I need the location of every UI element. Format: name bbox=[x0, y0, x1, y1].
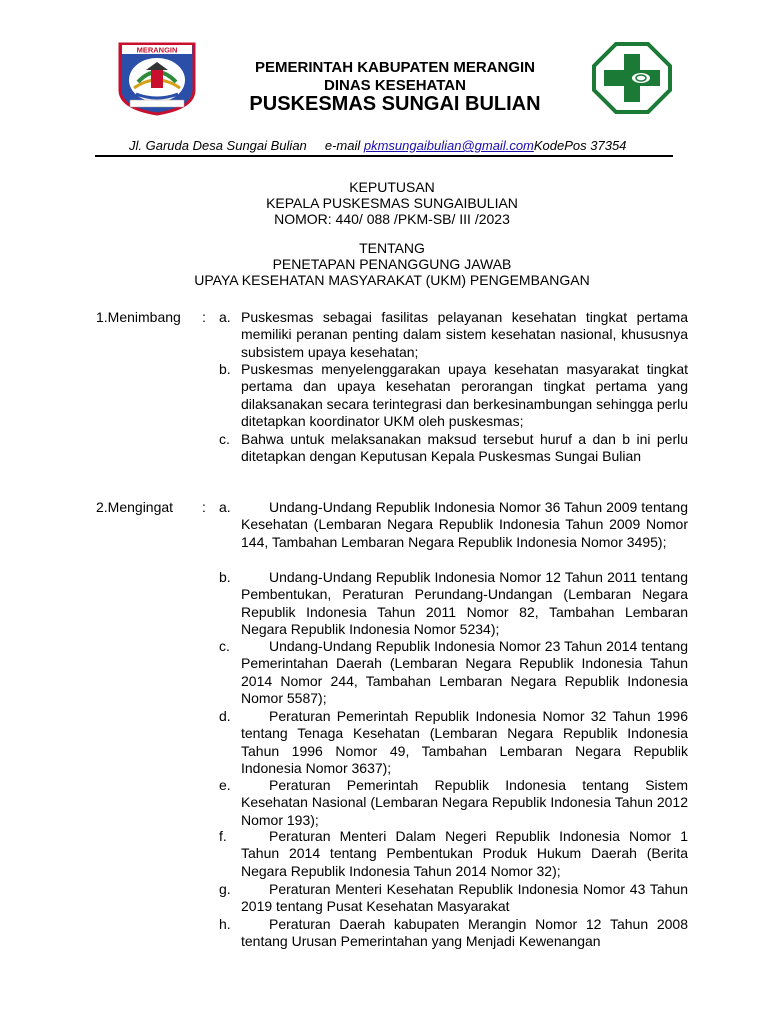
address-line bbox=[129, 138, 626, 153]
mengingat-item-c: Undang-Undang Republik Indonesia Nomor 23 Tahun 2014 tentang Pemerintahan Daerah (Lembaran Negara Republik Indonesia Tahun 2014 Nomor 244, Tambahan Lembaran Negara Republik Indonesia Nomor 5587); bbox=[241, 638, 688, 707]
item-letter: c. bbox=[219, 431, 230, 447]
decree-about: TENTANG bbox=[359, 240, 425, 256]
mengingat-item-e: Peraturan Pemerintah Republik Indonesia tentang Sistem Kesehatan Nasional (Lembaran Negara Republik Indonesia Tahun 2012 Nomor 193); bbox=[241, 777, 688, 828]
mengingat-item-b: Undang-Undang Republik Indonesia Nomor 12 Tahun 2011 tentang Pembentukan, Peraturan Perundang-Undangan (Lembaran Negara Republik Indonesia Tahun 2011 Nomor 82, Tambahan Lembaran Negara Republik Indonesia Nomor 5234); bbox=[241, 569, 688, 638]
section-label-mengingat: 2.Mengingat bbox=[96, 499, 174, 515]
item-letter: b. bbox=[219, 569, 231, 585]
mengingat-item-h: Peraturan Daerah kabupaten Merangin Nomor 12 Tahun 2008 tentang Urusan Pemerintahan yang Menjadi Kewenangan bbox=[241, 916, 688, 950]
item-letter: h. bbox=[219, 916, 231, 932]
decree-number: NOMOR: 440/ 088 /PKM-SB/ III /2023 bbox=[274, 211, 510, 227]
decree-subject-line1: PENETAPAN PENANGGUNG JAWAB bbox=[272, 256, 512, 272]
section-label-menimbang: 1.Menimbang bbox=[96, 309, 181, 325]
decree-issuer: KEPALA PUSKESMAS SUNGAIBULIAN bbox=[266, 195, 518, 211]
mengingat-item-a: Undang-Undang Republik Indonesia Nomor 36 Tahun 2009 tentang Kesehatan (Lembaran Negara Republik Indonesia Tahun 2009 Nomor 144, Tambahan Lembaran Negara Republik Indonesia Nomor 3495); bbox=[241, 499, 688, 550]
item-letter: c. bbox=[219, 638, 230, 654]
section-colon: : bbox=[202, 309, 206, 325]
section-colon: : bbox=[202, 499, 206, 515]
item-letter: g. bbox=[219, 881, 231, 897]
header-puskesmas-name: PUSKESMAS SUNGAI BULIAN bbox=[249, 93, 541, 115]
item-letter: b. bbox=[219, 361, 231, 377]
item-letter: d. bbox=[219, 708, 231, 724]
merangin-regency-logo bbox=[116, 42, 198, 116]
street-address: Jl. Garuda Desa Sungai Bulian bbox=[129, 138, 307, 153]
decree-subject-line2: UPAYA KESEHATAN MASYARAKAT (UKM) PENGEMBANGAN bbox=[194, 272, 590, 288]
mengingat-item-d: Peraturan Pemerintah Republik Indonesia Nomor 32 Tahun 1996 tentang Tenaga Kesehatan (Lembaran Negara Republik Indonesia Tahun 1996 Nomor 49, Tambahan Lembaran Negara Republik Indonesia Nomor 3637); bbox=[241, 708, 688, 777]
item-letter: f. bbox=[219, 828, 227, 844]
puskesmas-logo bbox=[586, 38, 678, 118]
decree-title: KEPUTUSAN bbox=[349, 179, 435, 195]
postal-code: KodePos 37354 bbox=[533, 138, 627, 153]
item-letter: e. bbox=[219, 777, 231, 793]
menimbang-item-c: Bahwa untuk melaksanakan maksud tersebut huruf a dan b ini perlu ditetapkan dengan Keputusan Kepala Puskesmas Sungai Bulian bbox=[241, 431, 688, 465]
header-government: PEMERINTAH KABUPATEN MERANGIN bbox=[255, 59, 535, 76]
item-letter: a. bbox=[219, 309, 231, 325]
menimbang-item-a: Puskesmas sebagai fasilitas pelayanan kesehatan tingkat pertama memiliki peranan penting dalam sistem kesehatan nasional, khususnya subsistem upaya kesehatan; bbox=[241, 309, 688, 360]
header-divider bbox=[95, 155, 673, 157]
email-label: e-mail bbox=[324, 138, 361, 153]
email-link[interactable]: pkmsungaibulian@gmail.com bbox=[363, 138, 534, 153]
item-letter: a. bbox=[219, 499, 231, 515]
menimbang-item-b: Puskesmas menyelenggarakan upaya kesehatan masyarakat tingkat pertama dan upaya kesehatan perorangan tingkat pertama yang dilaksanakan secara terintegrasi dan berkesinambungan sehingga perlu ditetapkan koordinator UKM oleh puskesmas; bbox=[241, 361, 688, 430]
header-department: DINAS KESEHATAN bbox=[324, 77, 466, 94]
mengingat-item-g: Peraturan Menteri Kesehatan Republik Indonesia Nomor 43 Tahun 2019 tentang Pusat Kesehatan Masyarakat bbox=[241, 881, 688, 915]
mengingat-item-f: Peraturan Menteri Dalam Negeri Republik Indonesia Nomor 1 Tahun 2014 tentang Pembentukan Produk Hukum Daerah (Berita Negara Republik Indonesia Tahun 2014 Nomor 32); bbox=[241, 828, 688, 879]
logo-left-text: MERANGIN bbox=[136, 45, 178, 55]
